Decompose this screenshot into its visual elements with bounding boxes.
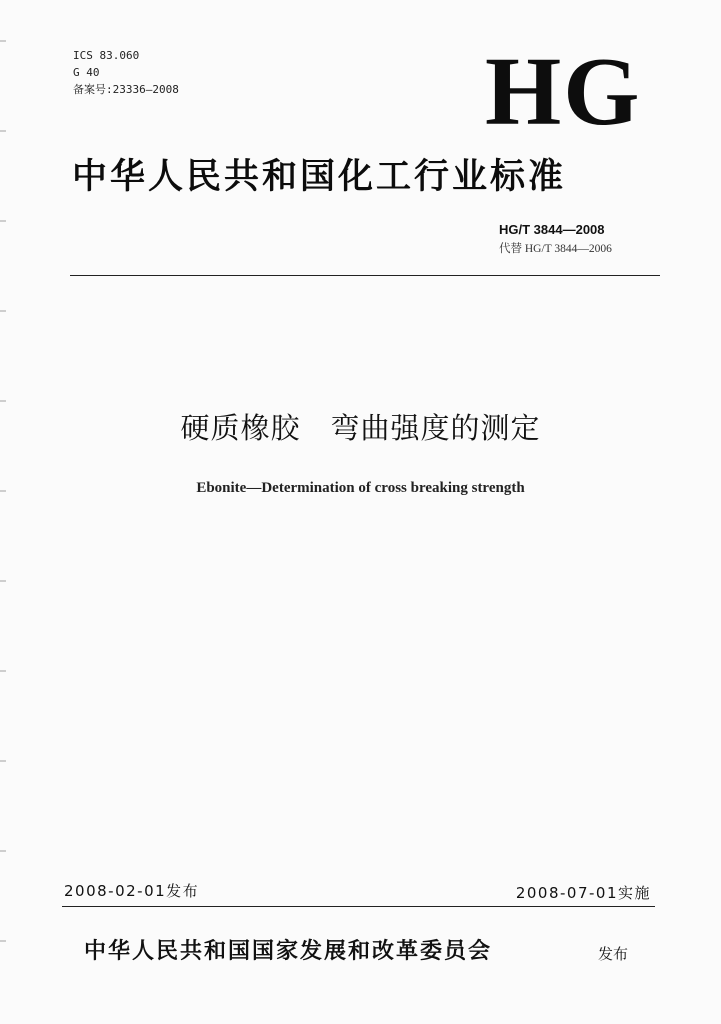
standard-code-block: [499, 220, 649, 258]
footer-divider: [62, 906, 655, 907]
record-number: 备案号:23336—2008: [73, 83, 179, 96]
document-title-part1: 硬质橡胶: [180, 411, 301, 445]
classification-code: G 40: [73, 66, 100, 79]
issuer-tag: 发布: [598, 945, 629, 963]
hg-logo: HG: [485, 38, 642, 146]
issue-date: 2008-02-01发布: [64, 882, 200, 900]
standard-code: HG/T 3844—2008: [499, 222, 605, 237]
issuing-authority: 中华人民共和国国家发展和改革委员会: [84, 938, 493, 964]
replaces-code: 代替 HG/T 3844—2006: [499, 243, 612, 255]
scan-edge: [0, 0, 6, 1024]
ics-code: ICS 83.060: [73, 49, 140, 62]
header-divider: [70, 275, 660, 276]
classification-block: [73, 47, 179, 98]
document-title-part2: 弯曲强度的测定: [330, 411, 541, 445]
document-title: [0, 408, 721, 448]
standard-type-title: 中华人民共和国化工行业标准: [72, 157, 567, 197]
english-title: Ebonite—Determination of cross breaking strength: [196, 480, 525, 496]
implementation-date: 2008-07-01实施: [515, 884, 651, 902]
